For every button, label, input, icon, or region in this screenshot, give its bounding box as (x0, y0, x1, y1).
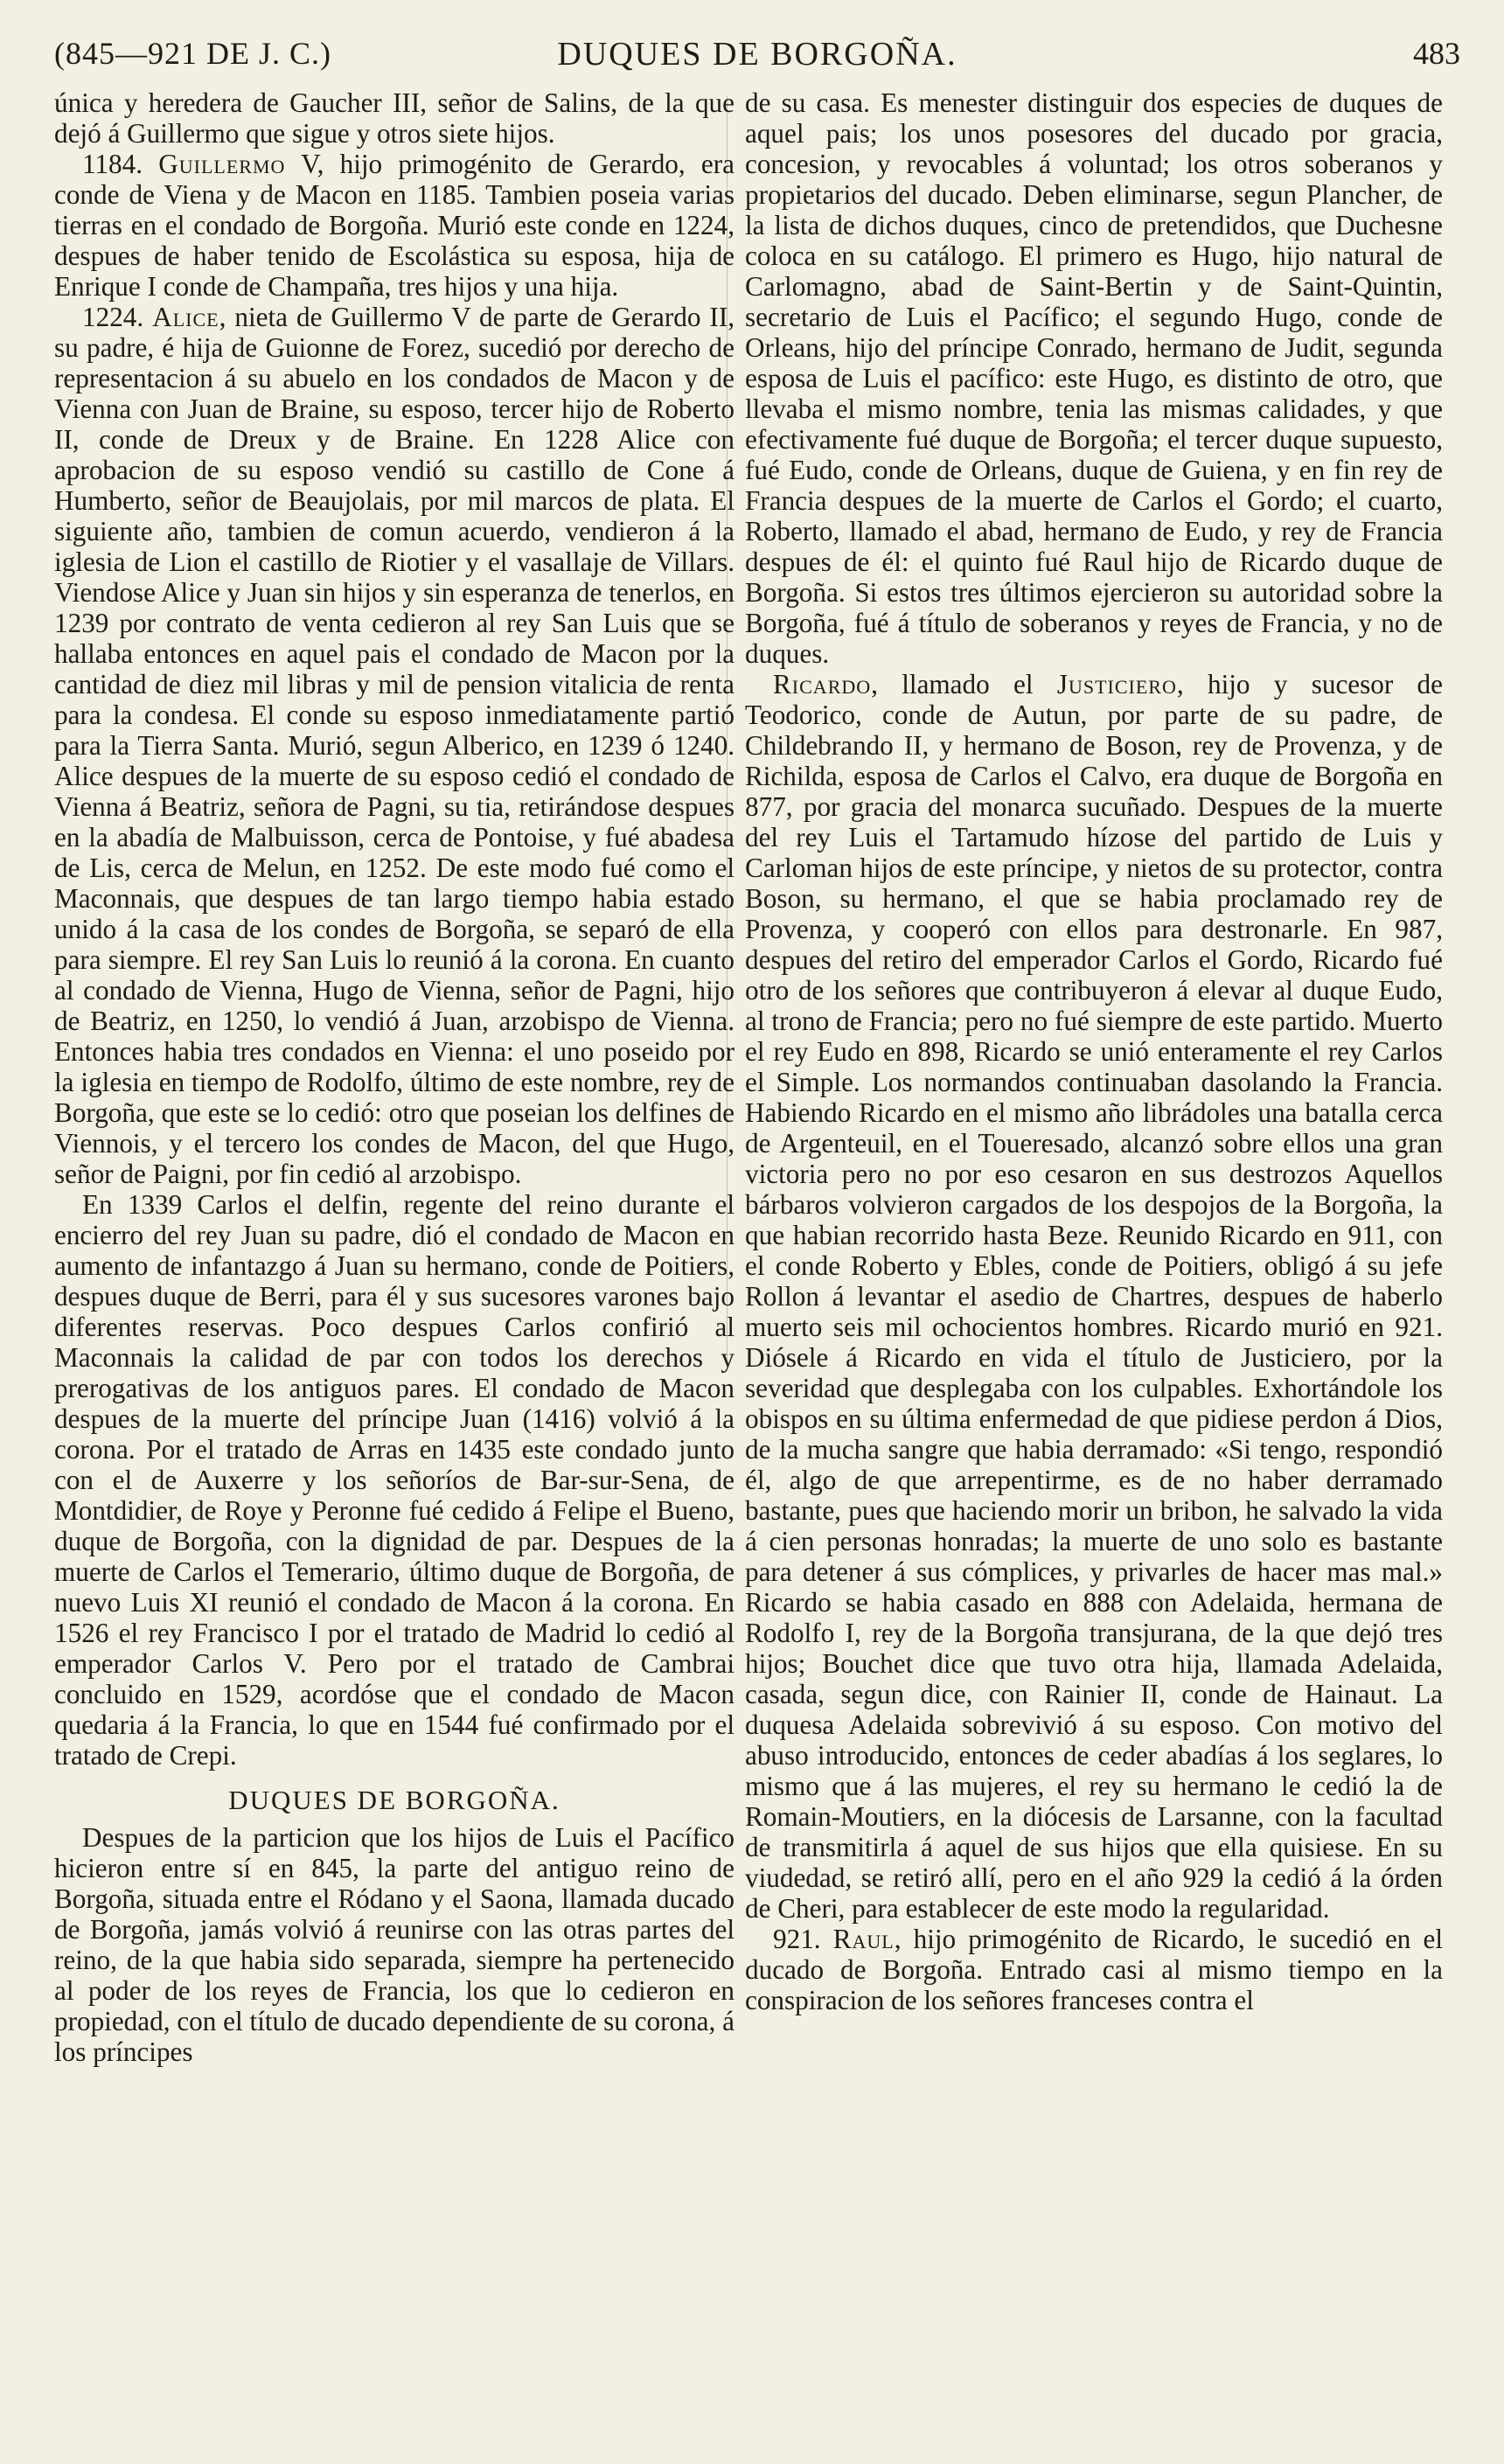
paragraph-raul: 921. Raul, hijo primogénito de Ricardo, le sucedió en el ducado de Borgoña. Entrado casi al mismo tiempo en la conspiracion de los señores franceses contra el (745, 1924, 1443, 2015)
entry-name: Alice (152, 302, 219, 332)
paragraph-ricardo: Ricardo, llamado el Justiciero, hijo y sucesor de Teodorico, conde de Autun, por parte de su padre, de Childebrando II, y hermano de Boson, rey de Provenza, y de Richilda, esposa de Carlos el Calvo, era duque de Borgoña en 877, por gracia del monarca sucuñado. Despues de la muerte del rey Luis el Tartamudo hízose del partido de Luis y Carloman hijos de este príncipe, y nietos de su protector, contra Boson, su hermano, el que se habia proclamado rey de Provenza, y cooperó con ellos para destronarle. En 987, despues del retiro del emperador Carlos el Gordo, Ricardo fué otro de los señores que contribuyeron á elevar al duque Eudo, al trono de Francia; pero no fué siempre de este partido. Muerto el rey Eudo en 898, Ricardo se unió enteramente el rey Carlos el Simple. Los normandos continuaban dasolando la Francia. Habiendo Ricardo en el mismo año librádoles una batalla cerca de Argenteuil, en el Toueresado, alcanzó sobre ellos una gran victoria pero no por eso cesaron en sus destrozos Aquellos bárbaros volvieron cargados de los despojos de la Borgoña, la que habian recorrido hasta Beze. Reunido Ricardo en 911, con el conde Roberto y Ebles, conde de Poitiers, obligó á su jefe Rollon á levantar el asedio de Chartres, despues de haberlo muerto seis mil ochocientos hombres. Ricardo murió en 921. Diósele á Ricardo en vida el título de Justiciero, por la severidad que desplegaba con los culpables. Exhortándole los obispos en su última enfermedad de que pidiese perdon á Dios, de la mucha sangre que habia derramado: «Si tengo, respondió él, algo de que arrepentirme, es de no haber derramado bastante, pues que haciendo morir un bribon, he salvado la vida á cien personas honradas; la muerte de uno solo es bastante para detener á sus cómplices, y privarles de hacer mas mal.» Ricardo se habia casado en 888 con Adelaida, hermana de Rodolfo I, rey de la Borgoña transjurana, de la que dejó tres hijos; Bouchet dice que tuvo otra hija, llamada Adelaida, casada, segun dice, con Rainier II, conde de Hainaut. La duquesa Adelaida sobrevivió á su esposo. Con motivo del abuso introducido, entonces de ceder abadías á los seglares, lo mismo que á las mujeres, el rey su hermano le cedió la de Romain-Moutiers, en la diócesis de Larsanne, con la facultad de transmitirla á aquel de sus hijos que ella quisiese. En su viudedad, se retiró allí, pero en el año 929 la cedió á la órden de Cheri, para establecer de este modo la regularidad. (745, 669, 1443, 1924)
entry-name: Raul (832, 1924, 895, 1954)
paragraph: de su casa. Es menester distinguir dos especies de duques de aquel pais; los unos posesores del ducado por gracia, concesion, y revocables á voluntad; los otros soberanos y propietarios del ducado. Deben eliminarse, segun Plancher, de la lista de dichos duques, cinco de pretendidos, que Duchesne coloca en su catálogo. El primero es Hugo, hijo natural de Carlomagno, abad de Saint-Bertin y de Saint-Quintin, secretario de Luis el Pacífico; el segundo Hugo, conde de Orleans, hijo del príncipe Conrado, hermano de Judit, segunda esposa de Luis el pacífico: este Hugo, es distinto de otro, que llevaba el mismo nombre, tenia las mismas calidades, y que efectivamente fué duque de Borgoña; el tercer duque supuesto, fué Eudo, conde de Orleans, duque de Guiena, y en fin rey de Francia despues de la muerte de Carlos el Gordo; el cuarto, Roberto, llamado el abad, hermano de Eudo, y rey de Francia despues de él: el quinto fué Raul hijo de Ricardo duque de Borgoña. Si estos tres últimos ejercieron su autoridad sobre la Borgoña, fué á título de soberanos y reyes de Francia, y no de duques. (745, 87, 1443, 669)
entry-name: Guillermo (158, 149, 286, 179)
header-date-range: (845—921 DE J. C.) (54, 36, 331, 71)
entry-epithet: Justiciero (1056, 669, 1177, 700)
paragraph: En 1339 Carlos el delfin, regente del reino durante el encierro del rey Juan su padre, dió el condado de Macon en aumento de infantazgo á Juan su hermano, conde de Poitiers, despues duque de Berri, para él y sus sucesores varones bajo diferentes reservas. Poco despues Carlos confirió al Maconnais la calidad de par con todos los derechos y prerogativas de los antiguos pares. El condado de Macon despues de la muerte del príncipe Juan (1416) volvió á la corona. Por el tratado de Arras en 1435 este condado junto con el de Auxerre y los señoríos de Bar-sur-Sena, de Montdidier, de Roye y Peronne fué cedido á Felipe el Bueno, duque de Borgoña, con la dignidad de par. Despues de la muerte de Carlos el Temerario, último duque de Borgoña, de nuevo Luis XI reunió el condado de Macon á la corona. En 1526 el rey Francisco I por el tratado de Madrid lo cedió al emperador Carlos V. Pero por el tratado de Cambrai concluido en 1529, acordóse que el condado de Macon quedaria á la Francia, lo que en 1544 fué confirmado por el tratado de Crepi. (54, 1189, 735, 1771)
page-header (54, 35, 1460, 84)
paragraph: única y heredera de Gaucher III, señor de Salins, de la que dejó á Guillermo que sigue y otros siete hijos. (54, 87, 735, 149)
paragraph-alice: 1224. Alice, nieta de Guillermo V de parte de Gerardo II, su padre, é hija de Guionne de Forez, sucedió por derecho de representacion á su abuelo en los condados de Macon y de Vienna con Juan de Braine, su esposo, tercer hijo de Roberto II, conde de Dreux y de Braine. En 1228 Alice con aprobacion de su esposo vendió su castillo de Cone á Humberto, señor de Beaujolais, por mil marcos de plata. El siguiente año, tambien de comun acuerdo, vendieron á la iglesia de Lion el castillo de Riotier y el vasallaje de Villars. Viendose Alice y Juan sin hijos y sin esperanza de tenerlos, en 1239 por contrato de venta cedieron al rey San Luis que se hallaba entonces en aquel pais el condado de Macon por la cantidad de diez mil libras y mil de pension vitalicia de renta para la condesa. El conde su esposo inmediatamente partió para la Tierra Santa. Murió, segun Alberico, en 1239 ó 1240. Alice despues de la muerte de su esposo cedió el condado de Vienna á Beatriz, señora de Pagni, su tia, retirándose despues en la abadía de Malbuisson, cerca de Pontoise, y fué abadesa de Lis, cerca de Melun, en 1252. De este modo fué como el Maconnais, que despues de tan largo tiempo habia estado unido á la casa de los condes de Borgoña, se separó de ella para siempre. El rey San Luis lo reunió á la corona. En cuanto al condado de Vienna, Hugo de Vienna, señor de Pagni, hijo de Beatriz, en 1250, lo vendió á Juan, arzobispo de Vienna. Entonces habia tres condados en Vienna: el uno poseido por la iglesia en tiempo de Rodolfo, último de este nombre, rey de Borgoña, que este se lo cedió: otro que poseian los delfines de Viennois, y el tercero los condes de Macon, del que Hugo, señor de Paigni, por fin cedió al arzobispo. (54, 302, 735, 1189)
left-column (54, 87, 735, 2067)
page-number: 483 (1413, 36, 1460, 71)
header-title: DUQUES DE BORGOÑA. (557, 36, 957, 73)
entry-name: Ricardo (773, 669, 872, 700)
paragraph-guillermo: 1184. Guillermo V, hijo primogénito de Gerardo, era conde de Viena y de Macon en 1185. Tambien poseia varias tierras en el condado de Borgoña. Murió este conde en 1224, despues de haber tenido de Escolástica su esposa, hija de Enrique I conde de Champaña, tres hijos y una hija. (54, 149, 735, 302)
right-column (745, 87, 1443, 2015)
paragraph: Despues de la particion que los hijos de Luis el Pacífico hicieron entre sí en 845, la parte del antiguo reino de Borgoña, situada entre el Ródano y el Saona, llamada ducado de Borgoña, jamás volvió á reunirse con las otras partes del reino, de la que habia sido separada, siempre ha pertenecido al poder de los reyes de Francia, los que lo cedieron en propiedad, con el título de ducado dependiente de su corona, á los príncipes (54, 1822, 735, 2067)
section-title: DUQUES DE BORGOÑA. (228, 1785, 561, 1815)
